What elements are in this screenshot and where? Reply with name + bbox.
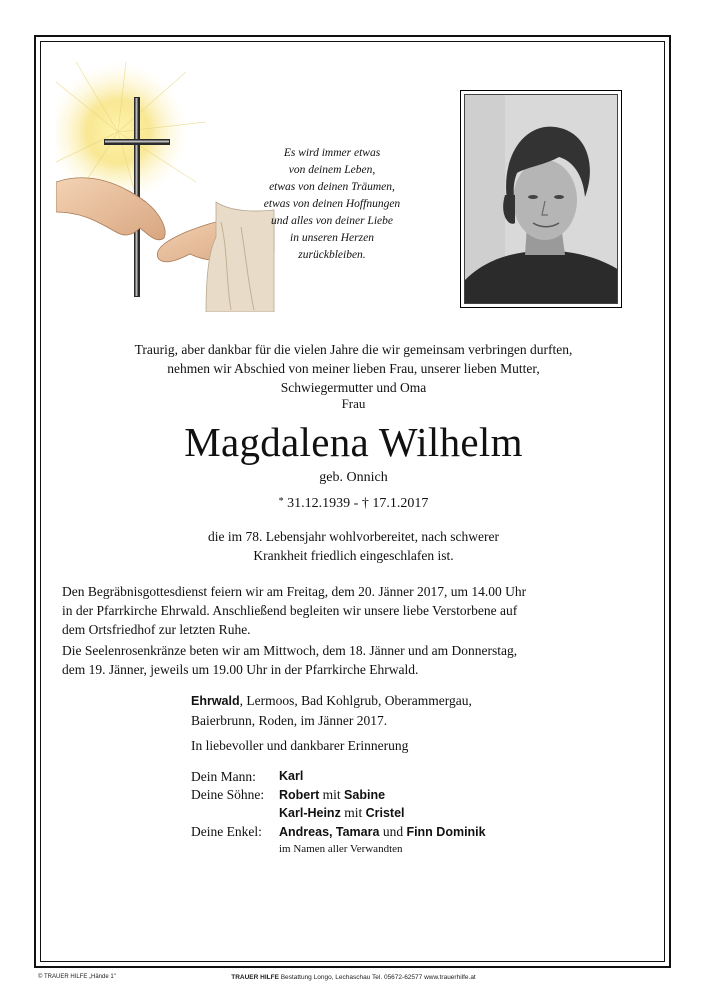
grandchild-name: Finn Dominik bbox=[406, 824, 486, 839]
funeral-line: dem Ortsfriedhof zur letzten Ruhe. bbox=[62, 622, 251, 637]
grandchild-name: Andreas bbox=[279, 824, 330, 839]
birth-date: 31.12.1939 bbox=[287, 496, 351, 511]
rosary-line: Die Seelenrosenkränze beten wir am Mittwoch, dem 18. Jänner und am Donnerstag, bbox=[62, 643, 518, 658]
memory-line: In liebevoller und dankbarer Erinnerung bbox=[191, 738, 409, 753]
footer-details: Bestattung Longo, Lechaschau Tel. 05672-62577 www.trauerhilfe.at bbox=[280, 974, 476, 981]
passing-line: Krankheit friedlich eingeschlafen ist. bbox=[253, 548, 454, 563]
intro-line: Schwiegermutter und Oma bbox=[280, 380, 427, 395]
memorial-quote bbox=[232, 145, 432, 264]
salutation: Frau bbox=[341, 396, 366, 411]
son-name: Karl-Heinz bbox=[279, 806, 341, 820]
and-word: und bbox=[382, 823, 404, 839]
death-cross-icon: † bbox=[361, 496, 369, 511]
son-name: Robert bbox=[279, 787, 320, 802]
grand-separator: , bbox=[329, 824, 333, 839]
places-and-date bbox=[191, 691, 472, 730]
intro-line: nehmen wir Abschied von meiner lieben Frau, unserer lieben Mutter, bbox=[167, 361, 540, 376]
portrait-photo bbox=[460, 90, 622, 308]
quote-line: und alles von deiner Liebe bbox=[270, 215, 393, 227]
date-separator: - bbox=[353, 496, 359, 511]
quote-line: etwas von deinen Träumen, bbox=[269, 181, 395, 193]
funeral-line: Den Begräbnisgottesdienst feiern wir am Freitag, dem 20. Jänner 2017, um 14.00 Uhr bbox=[62, 584, 527, 599]
family-list bbox=[191, 768, 486, 859]
passing-line: die im 78. Lebensjahr wohlvorbereitet, nach schwerer bbox=[208, 529, 499, 544]
places-line2: Baierbrunn, Roden, im Jänner 2017. bbox=[191, 713, 388, 728]
death-date: 17.1.2017 bbox=[372, 496, 429, 511]
life-dates bbox=[0, 496, 707, 512]
quote-line: Es wird immer etwas bbox=[283, 147, 381, 159]
sons-label: Deine Söhne: bbox=[191, 786, 265, 802]
quote-line: in unseren Herzen bbox=[290, 232, 374, 244]
son-partner-name: Sabine bbox=[344, 787, 386, 802]
grandchild-name: Tamara bbox=[335, 824, 380, 839]
with-word: mit bbox=[344, 805, 363, 820]
grandchildren-label: Deine Enkel: bbox=[191, 823, 262, 839]
quote-line: von deinem Leben, bbox=[288, 164, 376, 176]
place-primary: Ehrwald bbox=[191, 694, 240, 708]
birth-star-icon: * bbox=[278, 496, 284, 507]
husband-name: Karl bbox=[279, 769, 304, 783]
intro-line: Traurig, aber dankbar für die vielen Jahre die wir gemeinsam verbringen durften, bbox=[134, 342, 573, 357]
quote-line: etwas von deinen Hoffnungen bbox=[263, 198, 401, 210]
son-partner-name: Cristel bbox=[365, 806, 405, 820]
with-word: mit bbox=[322, 786, 341, 802]
husband-label: Dein Mann: bbox=[191, 769, 256, 784]
rosary-line: dem 19. Jänner, jeweils um 19.00 Uhr in der Pfarrkirche Ehrwald. bbox=[62, 662, 419, 677]
rosary-paragraph bbox=[62, 641, 652, 679]
funeral-line: in der Pfarrkirche Ehrwald. Anschließend begleiten wir unsere liebe Verstorbene auf bbox=[62, 603, 518, 618]
footer-brand: TRAUER HILFE bbox=[231, 974, 279, 981]
passing-text bbox=[0, 527, 707, 565]
funeral-paragraph bbox=[62, 582, 652, 639]
quote-line: zurückbleiben. bbox=[298, 249, 366, 261]
intro-text bbox=[60, 340, 647, 397]
birth-name: geb. Onnich bbox=[319, 470, 388, 485]
footer-copyright: © TRAUER HILFE „Hände 1" bbox=[38, 974, 116, 980]
footer-contact bbox=[0, 974, 707, 981]
deceased-name: Magdalena Wilhelm bbox=[184, 419, 523, 465]
relatives-note: im Namen aller Verwandten bbox=[279, 843, 403, 855]
places-rest: , Lermoos, Bad Kohlgrub, Oberammergau, bbox=[239, 693, 472, 708]
